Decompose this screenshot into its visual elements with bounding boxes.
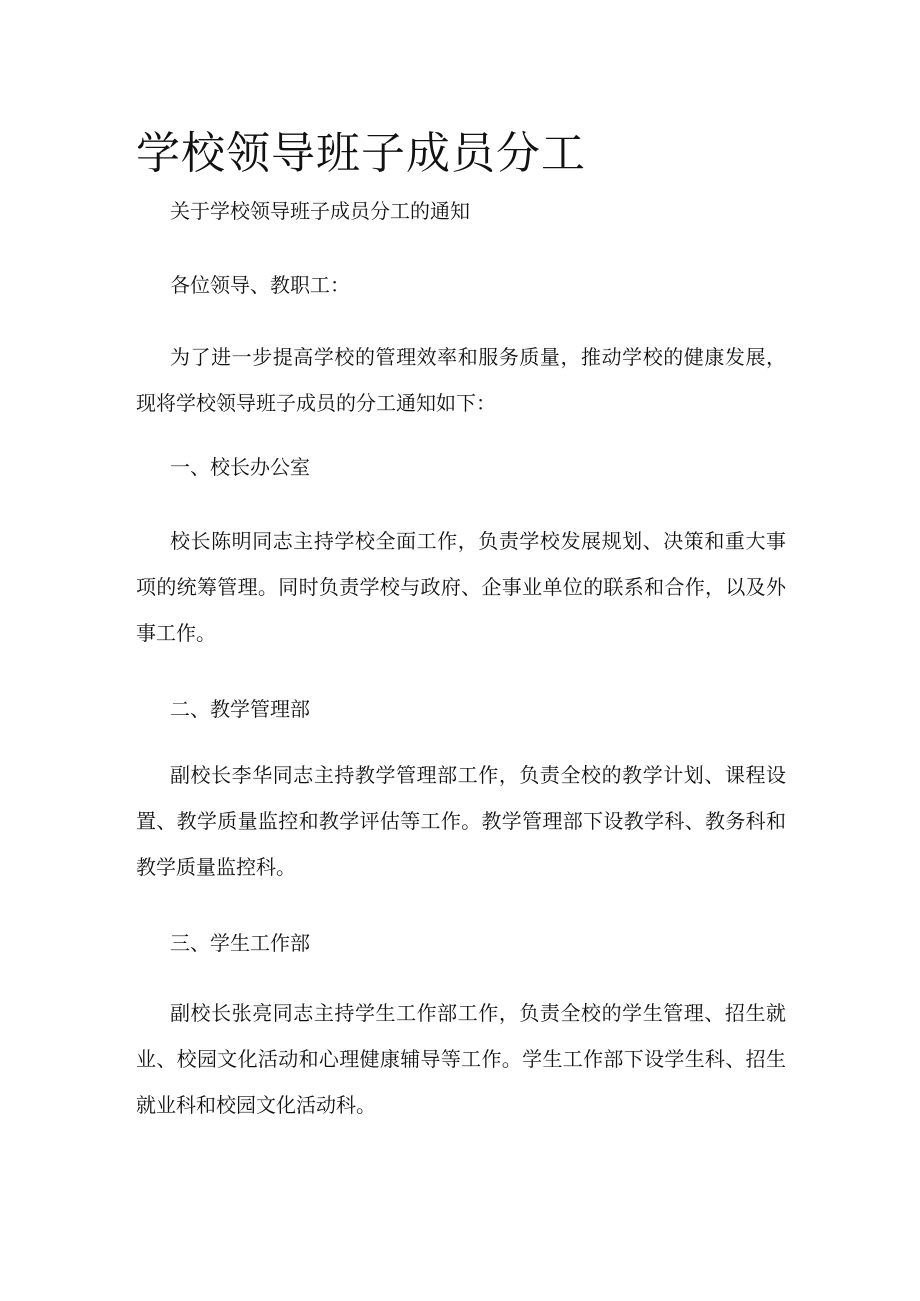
- intro-paragraph: 为了进一步提高学校的管理效率和服务质量，推动学校的健康发展，现将学校领导班子成员的分工通知如下：: [136, 345, 786, 415]
- section-heading-student-affairs: 三、学生工作部: [170, 931, 310, 955]
- salutation: 各位领导、教职工：: [170, 273, 350, 297]
- section-heading-teaching-management: 二、教学管理部: [170, 697, 310, 721]
- section-body-student-affairs: 副校长张亮同志主持学生工作部工作，负责全校的学生管理、招生就业、校园文化活动和心理健康辅导等工作。学生工作部下设学生科、招生就业科和校园文化活动科。: [136, 1001, 786, 1117]
- section-heading-principal-office: 一、校长办公室: [170, 455, 310, 479]
- section-body-teaching-management: 副校长李华同志主持教学管理部工作，负责全校的教学计划、课程设置、教学质量监控和教学评估等工作。教学管理部下设教学科、教务科和教学质量监控科。: [136, 763, 786, 879]
- document-title: 学校领导班子成员分工: [136, 128, 586, 179]
- section-body-principal-office: 校长陈明同志主持学校全面工作，负责学校发展规划、决策和重大事项的统筹管理。同时负责学校与政府、企事业单位的联系和合作，以及外事工作。: [136, 529, 786, 645]
- notice-subtitle: 关于学校领导班子成员分工的通知: [170, 199, 470, 223]
